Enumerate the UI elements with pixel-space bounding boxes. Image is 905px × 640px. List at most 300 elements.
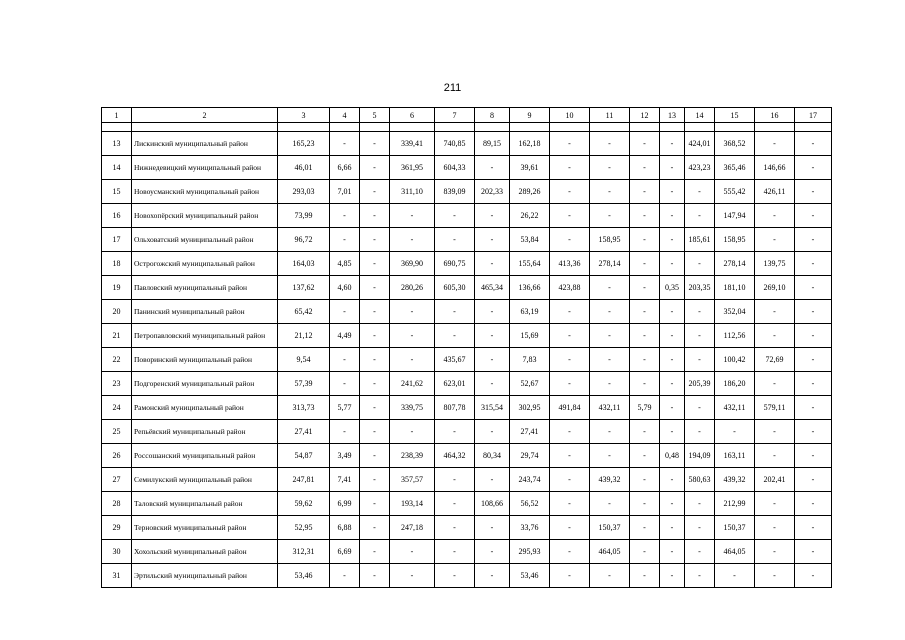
value-cell: 80,34 [475, 444, 510, 468]
value-cell: 280,26 [390, 276, 435, 300]
value-cell: 193,14 [390, 492, 435, 516]
value-cell: 247,81 [278, 468, 330, 492]
value-cell: 424,01 [685, 132, 715, 156]
value-cell: - [685, 396, 715, 420]
value-cell: 423,23 [685, 156, 715, 180]
value-cell: 73,99 [278, 204, 330, 228]
value-cell: - [685, 324, 715, 348]
value-cell: 53,46 [278, 564, 330, 588]
value-cell: - [435, 204, 475, 228]
value-cell: - [755, 540, 795, 564]
value-cell: 33,76 [510, 516, 550, 540]
value-cell: - [795, 204, 832, 228]
spacer-cell [550, 123, 590, 132]
value-cell: - [630, 228, 660, 252]
district-name-cell: Ольховатский муниципальный район [132, 228, 278, 252]
value-cell: - [590, 324, 630, 348]
district-name-cell: Острогожский муниципальный район [132, 252, 278, 276]
value-cell: 241,62 [390, 372, 435, 396]
value-cell: 3,49 [330, 444, 360, 468]
value-cell: 21,12 [278, 324, 330, 348]
header-cell: 1 [102, 108, 132, 123]
row-number-cell: 19 [102, 276, 132, 300]
value-cell: - [660, 372, 685, 396]
value-cell: - [360, 228, 390, 252]
value-cell: - [360, 372, 390, 396]
value-cell: - [590, 276, 630, 300]
value-cell: 59,62 [278, 492, 330, 516]
header-cell: 17 [795, 108, 832, 123]
value-cell: 312,31 [278, 540, 330, 564]
value-cell: 243,74 [510, 468, 550, 492]
value-cell: 181,10 [715, 276, 755, 300]
value-cell: 432,11 [590, 396, 630, 420]
value-cell: 289,26 [510, 180, 550, 204]
table-row [102, 468, 832, 492]
value-cell: 155,64 [510, 252, 550, 276]
district-name-cell: Рамонский муниципальный район [132, 396, 278, 420]
value-cell: - [390, 564, 435, 588]
value-cell: 0,35 [660, 276, 685, 300]
value-cell: - [475, 348, 510, 372]
value-cell: - [755, 420, 795, 444]
header-cell: 16 [755, 108, 795, 123]
value-cell: - [475, 204, 510, 228]
table-body [102, 108, 832, 588]
value-cell: 150,37 [715, 516, 755, 540]
value-cell: - [630, 492, 660, 516]
value-cell: - [360, 444, 390, 468]
value-cell: 158,95 [590, 228, 630, 252]
value-cell: - [475, 300, 510, 324]
value-cell: 604,33 [435, 156, 475, 180]
value-cell: 163,11 [715, 444, 755, 468]
value-cell: - [550, 156, 590, 180]
value-cell: - [475, 324, 510, 348]
district-name-cell: Новоусманский муниципальный район [132, 180, 278, 204]
value-cell: 315,54 [475, 396, 510, 420]
header-cell: 14 [685, 108, 715, 123]
value-cell: - [435, 564, 475, 588]
value-cell: - [550, 180, 590, 204]
spacer-cell [278, 123, 330, 132]
value-cell: 54,87 [278, 444, 330, 468]
value-cell: 150,37 [590, 516, 630, 540]
value-cell: - [475, 564, 510, 588]
value-cell: - [435, 492, 475, 516]
value-cell: - [475, 372, 510, 396]
value-cell: - [550, 564, 590, 588]
value-cell: - [590, 204, 630, 228]
value-cell: - [550, 492, 590, 516]
value-cell: 63,19 [510, 300, 550, 324]
value-cell: - [795, 228, 832, 252]
value-cell: - [435, 324, 475, 348]
table-row [102, 156, 832, 180]
row-number-cell: 23 [102, 372, 132, 396]
value-cell: 7,01 [330, 180, 360, 204]
table-row [102, 228, 832, 252]
value-cell: - [685, 540, 715, 564]
value-cell: - [550, 444, 590, 468]
value-cell: 146,66 [755, 156, 795, 180]
value-cell: 6,66 [330, 156, 360, 180]
value-cell: 5,77 [330, 396, 360, 420]
header-cell: 12 [630, 108, 660, 123]
header-cell: 10 [550, 108, 590, 123]
district-name-cell: Новохопёрский муниципальный район [132, 204, 278, 228]
value-cell: 339,75 [390, 396, 435, 420]
row-number-cell: 26 [102, 444, 132, 468]
value-cell: 464,32 [435, 444, 475, 468]
value-cell: - [360, 204, 390, 228]
value-cell: - [795, 300, 832, 324]
value-cell: - [795, 324, 832, 348]
spacer-cell [360, 123, 390, 132]
value-cell: - [360, 276, 390, 300]
value-cell: 313,73 [278, 396, 330, 420]
spacer-cell [435, 123, 475, 132]
value-cell: - [755, 204, 795, 228]
value-cell: 278,14 [590, 252, 630, 276]
value-cell: - [390, 228, 435, 252]
value-cell: - [685, 348, 715, 372]
value-cell: 29,74 [510, 444, 550, 468]
value-cell: 27,41 [510, 420, 550, 444]
value-cell: 4,49 [330, 324, 360, 348]
header-cell: 5 [360, 108, 390, 123]
value-cell: 369,90 [390, 252, 435, 276]
row-number-cell: 18 [102, 252, 132, 276]
value-cell: - [360, 492, 390, 516]
value-cell: - [660, 396, 685, 420]
value-cell: 740,85 [435, 132, 475, 156]
value-cell: - [590, 180, 630, 204]
value-cell: - [360, 300, 390, 324]
value-cell: - [360, 132, 390, 156]
spacer-cell [475, 123, 510, 132]
value-cell: - [630, 132, 660, 156]
value-cell: - [475, 156, 510, 180]
spacer-cell [660, 123, 685, 132]
value-cell: - [390, 204, 435, 228]
value-cell: - [630, 348, 660, 372]
value-cell: - [715, 564, 755, 588]
value-cell: - [630, 180, 660, 204]
row-number-cell: 27 [102, 468, 132, 492]
value-cell: - [660, 468, 685, 492]
value-cell: - [330, 372, 360, 396]
value-cell: - [795, 180, 832, 204]
value-cell: - [630, 252, 660, 276]
value-cell: - [795, 276, 832, 300]
table-row [102, 420, 832, 444]
value-cell: 435,67 [435, 348, 475, 372]
value-cell: 302,95 [510, 396, 550, 420]
district-name-cell: Терновский муниципальный район [132, 516, 278, 540]
value-cell: - [475, 540, 510, 564]
value-cell: - [630, 564, 660, 588]
value-cell: - [685, 516, 715, 540]
table-row [102, 516, 832, 540]
value-cell: 423,88 [550, 276, 590, 300]
value-cell: - [755, 516, 795, 540]
value-cell: - [660, 252, 685, 276]
value-cell: 247,18 [390, 516, 435, 540]
value-cell: - [360, 564, 390, 588]
value-cell: 361,95 [390, 156, 435, 180]
value-cell: 65,42 [278, 300, 330, 324]
table-row [102, 324, 832, 348]
value-cell: 147,94 [715, 204, 755, 228]
value-cell: - [475, 516, 510, 540]
value-cell: - [550, 132, 590, 156]
spacer-row [102, 123, 832, 132]
value-cell: 194,09 [685, 444, 715, 468]
value-cell: 839,09 [435, 180, 475, 204]
value-cell: 162,18 [510, 132, 550, 156]
table-row [102, 204, 832, 228]
value-cell: 57,39 [278, 372, 330, 396]
value-cell: - [590, 420, 630, 444]
district-name-cell: Петропавловский муниципальный район [132, 324, 278, 348]
value-cell: - [390, 300, 435, 324]
value-cell: - [630, 156, 660, 180]
value-cell: - [360, 540, 390, 564]
header-cell: 4 [330, 108, 360, 123]
value-cell: - [360, 252, 390, 276]
value-cell: 15,69 [510, 324, 550, 348]
value-cell: - [755, 492, 795, 516]
value-cell: - [660, 132, 685, 156]
value-cell: 137,62 [278, 276, 330, 300]
value-cell: 52,95 [278, 516, 330, 540]
table-row [102, 300, 832, 324]
header-row [102, 108, 832, 123]
value-cell: - [660, 492, 685, 516]
header-cell: 13 [660, 108, 685, 123]
value-cell: - [330, 420, 360, 444]
row-number-cell: 16 [102, 204, 132, 228]
value-cell: - [795, 252, 832, 276]
data-table [101, 107, 832, 588]
value-cell: - [660, 348, 685, 372]
value-cell: - [755, 564, 795, 588]
value-cell: - [715, 420, 755, 444]
row-number-cell: 20 [102, 300, 132, 324]
value-cell: 4,60 [330, 276, 360, 300]
value-cell: - [685, 564, 715, 588]
value-cell: 6,99 [330, 492, 360, 516]
value-cell: - [435, 516, 475, 540]
value-cell: 293,03 [278, 180, 330, 204]
spacer-cell [510, 123, 550, 132]
value-cell: - [435, 228, 475, 252]
spacer-cell [330, 123, 360, 132]
value-cell: - [550, 372, 590, 396]
value-cell: - [660, 540, 685, 564]
row-number-cell: 25 [102, 420, 132, 444]
value-cell: 278,14 [715, 252, 755, 276]
value-cell: - [330, 300, 360, 324]
value-cell: - [795, 156, 832, 180]
value-cell: - [330, 564, 360, 588]
value-cell: - [795, 516, 832, 540]
district-name-cell: Семилукский муниципальный район [132, 468, 278, 492]
value-cell: 205,39 [685, 372, 715, 396]
value-cell: - [550, 204, 590, 228]
value-cell: - [550, 540, 590, 564]
value-cell: - [360, 156, 390, 180]
value-cell: - [795, 372, 832, 396]
value-cell: - [330, 204, 360, 228]
value-cell: - [630, 444, 660, 468]
row-number-cell: 15 [102, 180, 132, 204]
value-cell: - [660, 516, 685, 540]
value-cell: - [795, 468, 832, 492]
value-cell: - [590, 492, 630, 516]
value-cell: 100,42 [715, 348, 755, 372]
value-cell: 238,39 [390, 444, 435, 468]
spacer-cell [685, 123, 715, 132]
value-cell: 72,69 [755, 348, 795, 372]
district-name-cell: Поворинский муниципальный район [132, 348, 278, 372]
value-cell: 212,99 [715, 492, 755, 516]
value-cell: - [550, 468, 590, 492]
value-cell: - [795, 396, 832, 420]
value-cell: - [475, 468, 510, 492]
value-cell: - [755, 300, 795, 324]
value-cell: 139,75 [755, 252, 795, 276]
value-cell: 56,52 [510, 492, 550, 516]
value-cell: 158,95 [715, 228, 755, 252]
value-cell: 26,22 [510, 204, 550, 228]
value-cell: 53,84 [510, 228, 550, 252]
district-name-cell: Павловский муниципальный район [132, 276, 278, 300]
row-number-cell: 30 [102, 540, 132, 564]
value-cell: - [360, 396, 390, 420]
row-number-cell: 21 [102, 324, 132, 348]
value-cell: - [630, 468, 660, 492]
table-row [102, 564, 832, 588]
value-cell: 5,79 [630, 396, 660, 420]
header-cell: 7 [435, 108, 475, 123]
value-cell: - [360, 180, 390, 204]
spacer-cell [795, 123, 832, 132]
value-cell: 7,41 [330, 468, 360, 492]
district-name-cell: Панинский муниципальный район [132, 300, 278, 324]
value-cell: 311,10 [390, 180, 435, 204]
value-cell: - [630, 540, 660, 564]
value-cell: - [550, 420, 590, 444]
value-cell: - [685, 300, 715, 324]
value-cell: - [590, 348, 630, 372]
value-cell: 0,48 [660, 444, 685, 468]
row-number-cell: 24 [102, 396, 132, 420]
value-cell: - [435, 540, 475, 564]
value-cell: 365,46 [715, 156, 755, 180]
value-cell: - [660, 228, 685, 252]
spacer-cell [102, 123, 132, 132]
value-cell: 6,88 [330, 516, 360, 540]
value-cell: - [630, 204, 660, 228]
value-cell: 202,33 [475, 180, 510, 204]
value-cell: 339,41 [390, 132, 435, 156]
value-cell: - [755, 444, 795, 468]
header-cell: 9 [510, 108, 550, 123]
value-cell: - [330, 228, 360, 252]
header-cell: 2 [132, 108, 278, 123]
table-row [102, 372, 832, 396]
value-cell: - [685, 252, 715, 276]
spacer-cell [630, 123, 660, 132]
value-cell: 432,11 [715, 396, 755, 420]
value-cell: - [755, 228, 795, 252]
value-cell: - [630, 372, 660, 396]
value-cell: 96,72 [278, 228, 330, 252]
value-cell: 27,41 [278, 420, 330, 444]
value-cell: 368,52 [715, 132, 755, 156]
value-cell: - [590, 444, 630, 468]
value-cell: - [360, 468, 390, 492]
value-cell: - [590, 372, 630, 396]
value-cell: 164,03 [278, 252, 330, 276]
spacer-cell [715, 123, 755, 132]
value-cell: 464,05 [590, 540, 630, 564]
value-cell: - [590, 300, 630, 324]
value-cell: - [630, 420, 660, 444]
value-cell: - [590, 564, 630, 588]
value-cell: 807,78 [435, 396, 475, 420]
row-number-cell: 28 [102, 492, 132, 516]
value-cell: - [755, 324, 795, 348]
district-name-cell: Репьёвский муниципальный район [132, 420, 278, 444]
value-cell: 203,35 [685, 276, 715, 300]
value-cell: 465,34 [475, 276, 510, 300]
value-cell: - [630, 516, 660, 540]
value-cell: - [685, 204, 715, 228]
value-cell: - [330, 132, 360, 156]
value-cell: - [330, 348, 360, 372]
value-cell: 9,54 [278, 348, 330, 372]
value-cell: - [360, 324, 390, 348]
table-row [102, 132, 832, 156]
value-cell: 357,57 [390, 468, 435, 492]
value-cell: - [660, 324, 685, 348]
table-row [102, 492, 832, 516]
value-cell: - [685, 492, 715, 516]
value-cell: - [390, 420, 435, 444]
value-cell: - [795, 132, 832, 156]
value-cell: - [590, 156, 630, 180]
value-cell: - [660, 564, 685, 588]
value-cell: 580,63 [685, 468, 715, 492]
district-name-cell: Россошанский муниципальный район [132, 444, 278, 468]
value-cell: - [795, 444, 832, 468]
value-cell: 491,84 [550, 396, 590, 420]
value-cell: - [795, 492, 832, 516]
value-cell: - [630, 276, 660, 300]
value-cell: - [685, 180, 715, 204]
page-number: 211 [443, 82, 462, 94]
value-cell: 185,61 [685, 228, 715, 252]
value-cell: 186,20 [715, 372, 755, 396]
table-row [102, 348, 832, 372]
row-number-cell: 22 [102, 348, 132, 372]
value-cell: 579,11 [755, 396, 795, 420]
value-cell: - [660, 420, 685, 444]
value-cell: 6,69 [330, 540, 360, 564]
